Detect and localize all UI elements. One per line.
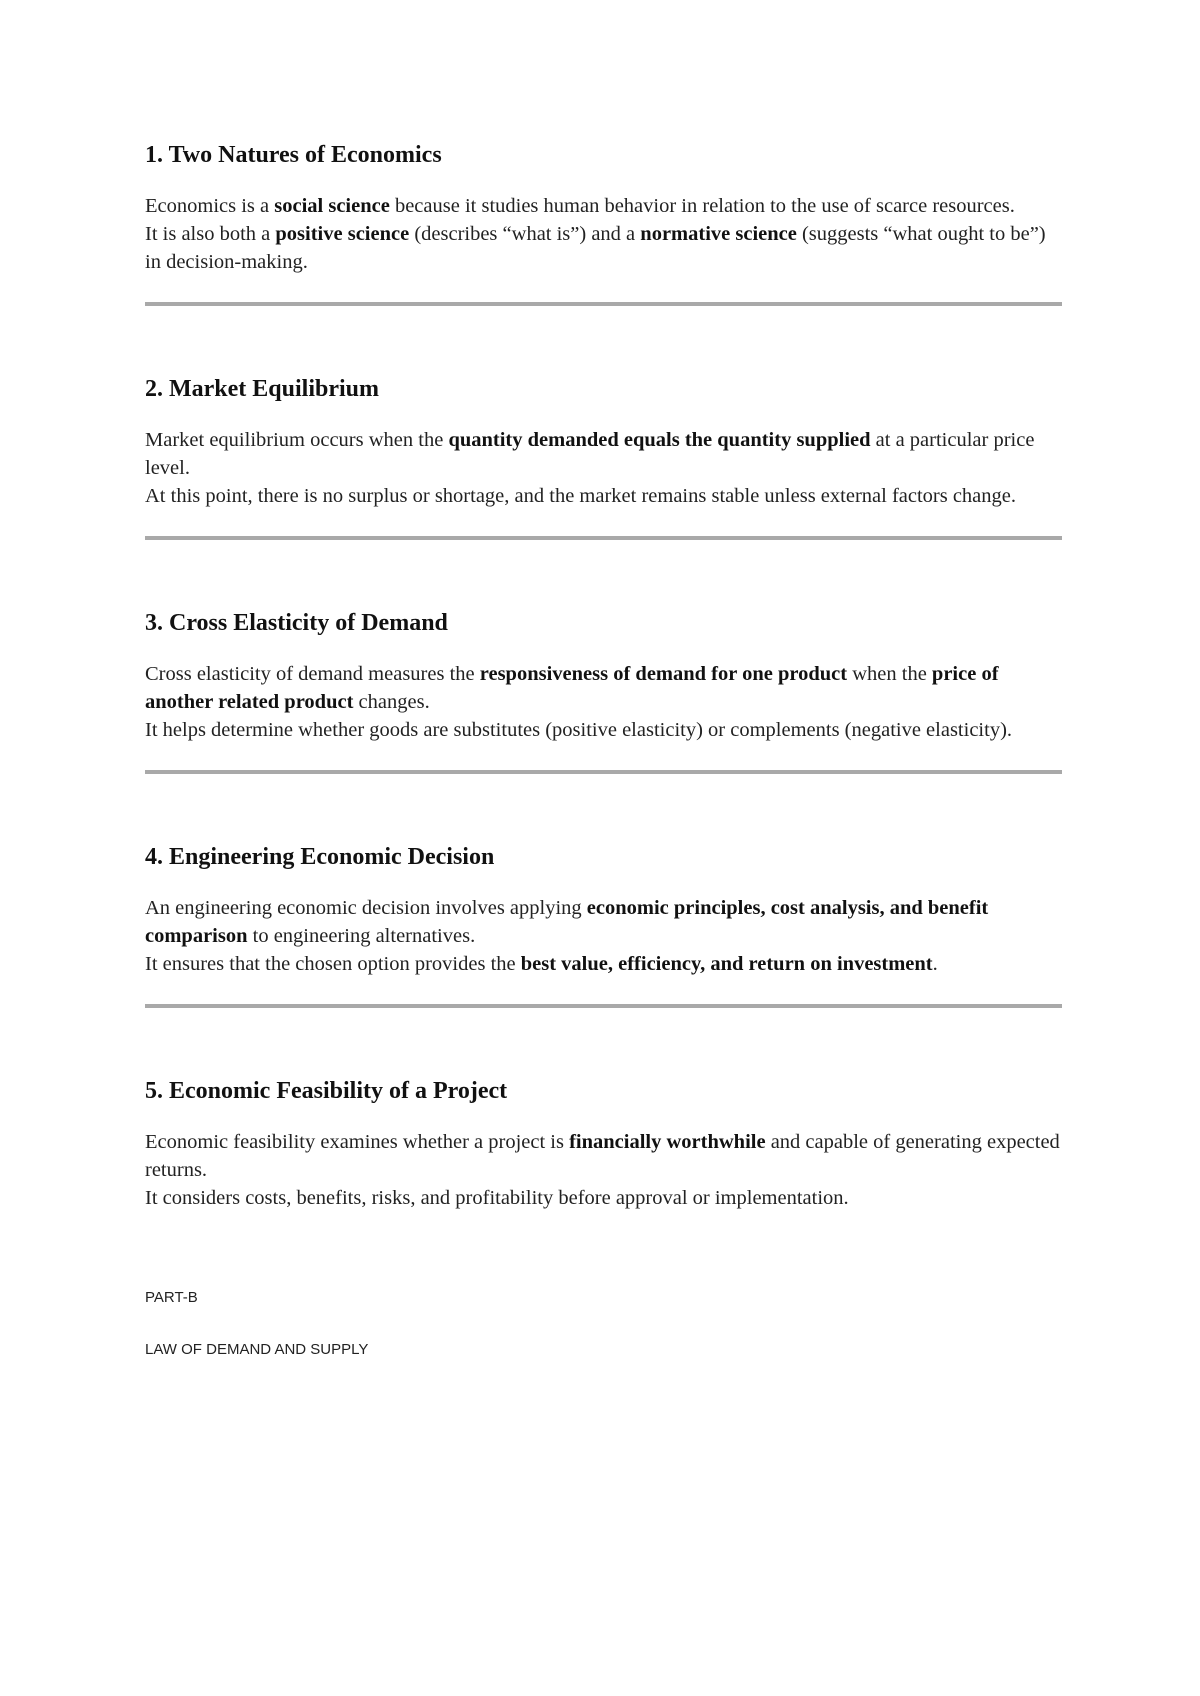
paragraph bbox=[145, 950, 1065, 978]
text-run: to engineering alternatives. bbox=[247, 925, 476, 947]
part-label: PART-B bbox=[145, 1289, 198, 1306]
text-run: at a particular price level. bbox=[145, 429, 1035, 479]
paragraph bbox=[145, 192, 1065, 220]
bold-term: normative science bbox=[640, 223, 797, 245]
section-cross-elasticity bbox=[145, 608, 1065, 744]
bold-term: responsiveness of demand for one product bbox=[479, 663, 848, 685]
paragraph bbox=[145, 426, 1065, 482]
section-divider bbox=[145, 1004, 1062, 1008]
document-content bbox=[145, 140, 1065, 1360]
paragraph bbox=[145, 716, 1065, 744]
section-market-equilibrium bbox=[145, 374, 1065, 510]
text-run: Economics is a bbox=[145, 195, 275, 217]
bold-term: best value, efficiency, and return on investment bbox=[520, 953, 933, 975]
section-title: 5. Economic Feasibility of a Project bbox=[145, 1078, 508, 1104]
text-run: At this point, there is no surplus or shortage, and the market remains stable unless external factors change. bbox=[145, 485, 1017, 507]
paragraph bbox=[145, 1128, 1065, 1184]
text-run: when the bbox=[847, 663, 932, 685]
text-run: It helps determine whether goods are substitutes (positive elasticity) or complements (negative elasticity). bbox=[145, 719, 1013, 741]
section-engineering-decision bbox=[145, 842, 1065, 978]
text-run: changes. bbox=[353, 691, 430, 713]
text-run: Cross elasticity of demand measures the bbox=[145, 663, 480, 685]
bold-term: financially worthwhile bbox=[569, 1131, 766, 1153]
section-divider bbox=[145, 536, 1062, 540]
section-title: 2. Market Equilibrium bbox=[145, 376, 380, 402]
bold-term: positive science bbox=[275, 223, 410, 245]
text-run: (suggests “what ought to be”) in decision-making. bbox=[145, 223, 1046, 273]
bold-term: social science bbox=[274, 195, 390, 217]
paragraph bbox=[145, 220, 1065, 276]
section-divider bbox=[145, 302, 1062, 306]
paragraph bbox=[145, 1184, 1065, 1212]
section-title: 1. Two Natures of Economics bbox=[145, 142, 442, 168]
paragraph bbox=[145, 482, 1065, 510]
text-run: An engineering economic decision involves applying bbox=[145, 897, 587, 919]
text-run: because it studies human behavior in relation to the use of scarce resources. bbox=[389, 195, 1015, 217]
paragraph bbox=[145, 894, 1065, 950]
section-economic-feasibility bbox=[145, 1076, 1065, 1212]
text-run: Market equilibrium occurs when the bbox=[145, 429, 449, 451]
bold-term: price of another related product bbox=[145, 663, 999, 713]
text-run: (describes “what is”) and a bbox=[409, 223, 641, 245]
paragraph bbox=[145, 660, 1065, 716]
text-run: It is also both a bbox=[145, 223, 276, 245]
bold-term: economic principles, cost analysis, and benefit comparison bbox=[145, 897, 989, 947]
section-divider bbox=[145, 770, 1062, 774]
text-run: Economic feasibility examines whether a project is bbox=[145, 1131, 570, 1153]
section-title: 3. Cross Elasticity of Demand bbox=[145, 610, 448, 636]
text-run: . bbox=[932, 953, 938, 975]
section-title: 4. Engineering Economic Decision bbox=[145, 844, 495, 870]
text-run: and capable of generating expected returns. bbox=[145, 1131, 1060, 1181]
bold-term: quantity demanded equals the quantity supplied bbox=[448, 429, 871, 451]
section-two-natures bbox=[145, 140, 1065, 276]
text-run: It ensures that the chosen option provides the bbox=[145, 953, 521, 975]
text-run: It considers costs, benefits, risks, and profitability before approval or implementation. bbox=[145, 1187, 849, 1209]
part-heading: LAW OF DEMAND AND SUPPLY bbox=[145, 1341, 369, 1358]
